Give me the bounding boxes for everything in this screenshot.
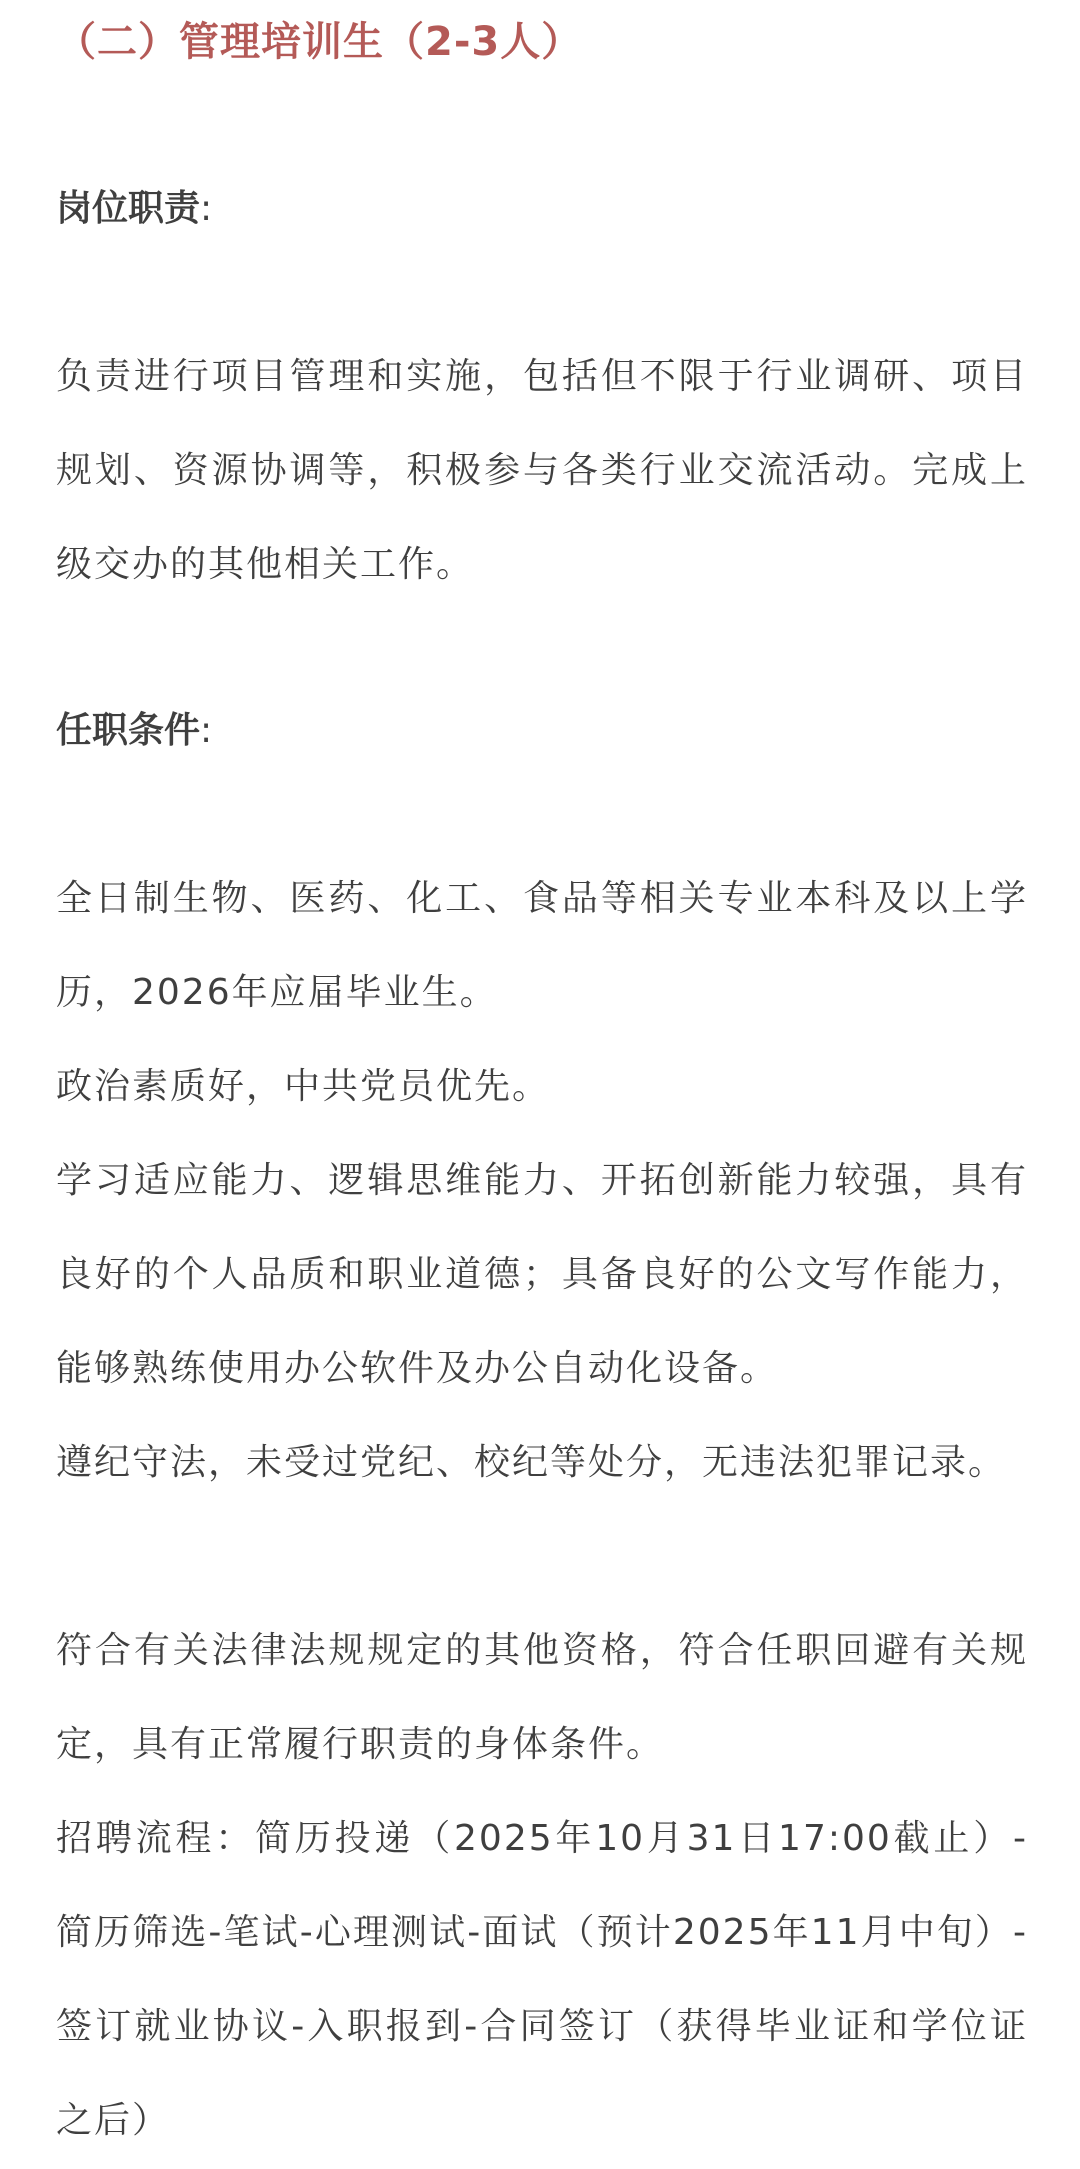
requirements-heading-label: 任职条件: [56, 710, 201, 751]
section-title: （二）管理培训生（2-3人）: [56, 19, 583, 65]
requirements-heading-colon: :: [200, 710, 213, 751]
duties-heading: [56, 184, 212, 234]
requirements-heading: [56, 706, 212, 756]
requirement-item-education: 全日制生物、医药、化工、食品等相关专业本科及以上学历，2026年应届毕业生。: [56, 878, 1028, 1013]
requirement-item-conduct: 遵纪守法，未受过党纪、校纪等处分，无违法犯罪记录。: [56, 1442, 1007, 1483]
duties-heading-label: 岗位职责: [56, 188, 201, 229]
duties-text: 负责进行项目管理和实施，包括但不限于行业调研、项目规划、资源协调等，积极参与各类行业交流活动。完成上级交办的其他相关工作。: [56, 356, 1028, 585]
requirement-item-qualification: 符合有关法律法规规定的其他资格，符合任职回避有关规定，具有正常履行职责的身体条件。: [56, 1630, 1028, 1765]
requirement-item-political: 政治素质好，中共党员优先。: [56, 1066, 551, 1107]
requirement-item-abilities: 学习适应能力、逻辑思维能力、开拓创新能力较强，具有良好的个人品质和职业道德；具备良好的公文写作能力，能够熟练使用办公软件及办公自动化设备。: [56, 1160, 1028, 1389]
recruitment-process: 招聘流程：简历投递（2025年10月31日17:00截止）-简历筛选-笔试-心理测试-面试（预计2025年11月中旬）-签订就业协议-入职报到-合同签订（获得毕业证和学位证之后）: [56, 1818, 1028, 2141]
duties-heading-colon: :: [200, 188, 213, 229]
